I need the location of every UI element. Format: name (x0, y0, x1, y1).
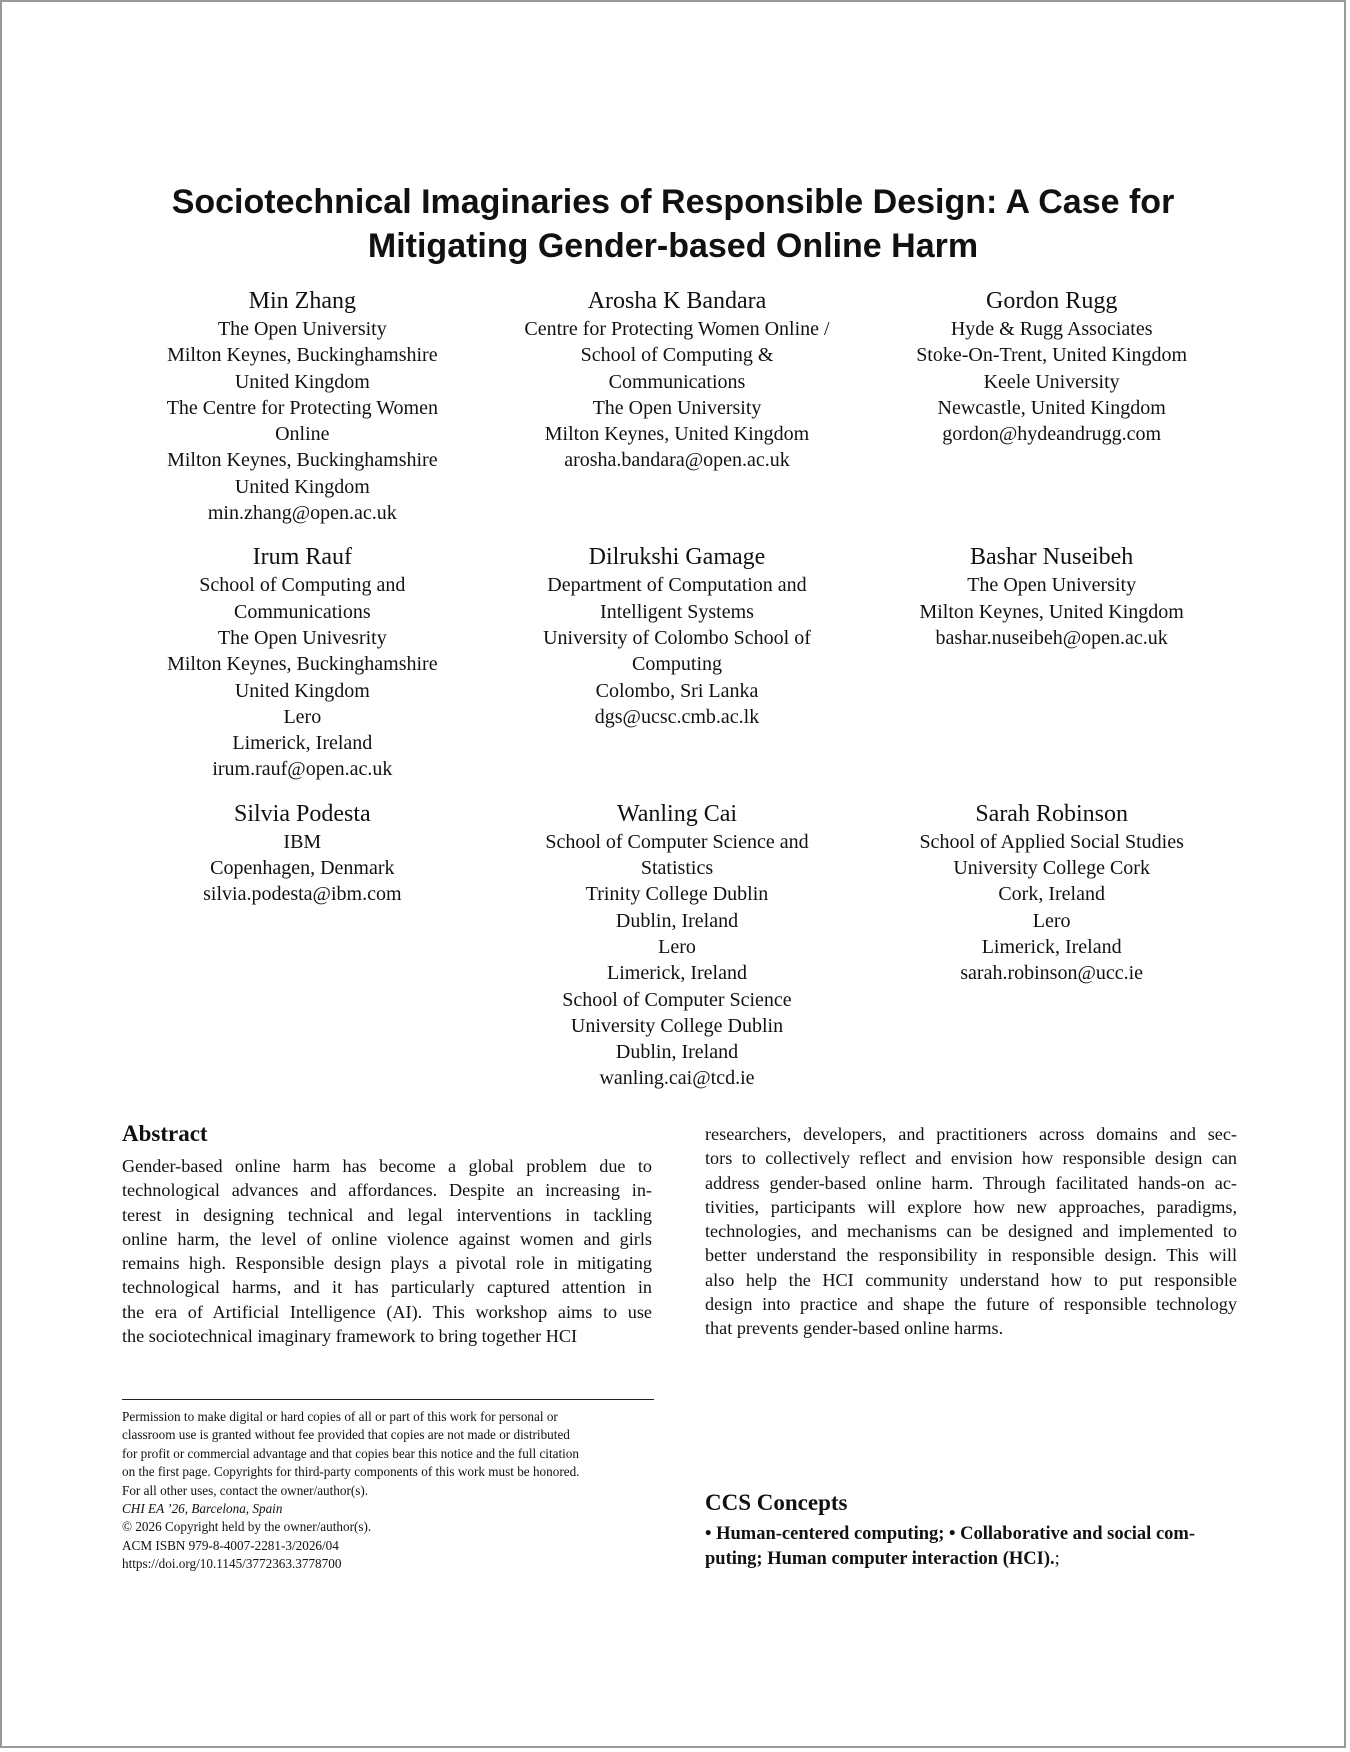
author-grid (122, 286, 1232, 1108)
title-line-2: Mitigating Gender-based Online Harm (367, 227, 979, 265)
author-affiliation-line: Lero (1032, 909, 1071, 932)
author-affiliation-line[interactable]: min.zhang@open.ac.uk (207, 502, 397, 525)
author-name: Bashar Nuseibeh (970, 544, 1134, 571)
abstract-line: also help the HCI community understand how to put responsible (705, 1269, 1237, 1290)
author-block (871, 286, 1232, 526)
author-name: Min Zhang (248, 288, 356, 314)
author-name: Arosha K Bandara (587, 288, 767, 314)
author-affiliation-line: Online (275, 423, 330, 446)
author-name: Sarah Robinson (975, 800, 1128, 827)
author-affiliation-line: Milton Keynes, Buckinghamshire (167, 653, 438, 676)
abstract-line: the era of Artificial Intelligence (AI). This workshop aims to use (122, 1301, 652, 1322)
author-name: Irum Rauf (252, 544, 352, 571)
author-affiliation-line: Department of Computation and (547, 574, 807, 597)
author-affiliation-line[interactable]: irum.rauf@open.ac.uk (212, 758, 393, 781)
author-affiliation-line[interactable]: dgs@ucsc.cmb.ac.lk (594, 705, 760, 728)
author-affiliation-line: University College Cork (953, 857, 1150, 880)
abstract-line: researchers, developers, and practitioners across domains and sec- (705, 1124, 1237, 1144)
permission-footnote (122, 1399, 654, 1574)
author-affiliation-line[interactable]: silvia.podesta@ibm.com (203, 883, 402, 906)
ccs-heading: CCS Concepts (705, 1490, 848, 1515)
ccs-line-2-tail: ; (1054, 1549, 1060, 1569)
author-affiliation-line: The Open Univesrity (217, 626, 387, 649)
author-affiliation-line: The Open University (967, 574, 1137, 597)
author-affiliation-line: University of Colombo School of (543, 626, 811, 649)
author-affiliation-line: United Kingdom (234, 679, 370, 702)
abstract-line: tors to collectively reflect and envision how responsible design can (705, 1148, 1237, 1169)
abstract-line: technological harms, and it has particularly captured attention in (122, 1277, 652, 1298)
abstract-line: online harm, the level of online violence against women and girls (122, 1228, 652, 1249)
abstract-line: technological advances and affordances. Despite an increasing in- (122, 1180, 652, 1201)
abstract-line: design into practice and shape the future of responsible technology (705, 1294, 1237, 1315)
abstract-line: technologies, and mechanisms can be designed and implemented to (705, 1221, 1237, 1242)
author-affiliation-line: Centre for Protecting Women Online / (524, 318, 830, 340)
abstract-line: tivities, participants will explore how new approaches, paradigms, (705, 1196, 1237, 1217)
author-affiliation-line: The Open University (592, 396, 762, 419)
author-name: Wanling Cai (616, 800, 738, 827)
author-affiliation-line: Dublin, Ireland (615, 909, 739, 932)
author-affiliation-line: Communications (233, 600, 371, 623)
permission-line: for profit or commercial advantage and that copies bear this notice and the full citation (122, 1445, 579, 1461)
author-affiliation-line: Milton Keynes, Buckinghamshire (167, 344, 438, 367)
author-affiliation-line: Statistics (640, 857, 714, 880)
author-block (497, 542, 858, 782)
author-affiliation-line: Limerick, Ireland (232, 732, 373, 755)
title-line-1: Sociotechnical Imaginaries of Responsible Design: A Case for (171, 183, 1175, 221)
author-affiliation-line: IBM (283, 830, 322, 853)
isbn: ACM ISBN 979-8-4007-2281-3/2026/04 (122, 1537, 339, 1553)
author-affiliation-line: Colombo, Sri Lanka (595, 679, 759, 702)
author-affiliation-line: Lero (283, 705, 322, 728)
permission-line: For all other uses, contact the owner/author(s). (122, 1482, 369, 1498)
author-affiliation-line[interactable]: wanling.cai@tcd.ie (599, 1067, 755, 1090)
author-affiliation-line: Lero (658, 935, 696, 958)
author-block (122, 286, 483, 526)
abstract-line: terest in designing technical and legal interventions in tackling (122, 1204, 652, 1225)
copyright: © 2026 Copyright held by the owner/author(s). (122, 1519, 372, 1535)
author-affiliation-line: The Open University (217, 318, 387, 340)
author-name: Silvia Podesta (233, 800, 371, 827)
permission-line: on the first page. Copyrights for third-party components of this work must be honored. (122, 1464, 580, 1480)
venue: CHI EA ’26, Barcelona, Spain (122, 1501, 283, 1517)
author-affiliation-line: United Kingdom (234, 475, 370, 498)
author-affiliation-line[interactable]: bashar.nuseibeh@open.ac.uk (935, 626, 1168, 649)
ccs-line-2 (705, 1547, 1237, 1572)
permission-text (122, 1408, 654, 1500)
abstract-column-2 (705, 1122, 1237, 1341)
ccs-line-1: • Human-centered computing; • Collaborative and social com- (705, 1524, 1195, 1544)
author-affiliation-line: School of Applied Social Studies (919, 830, 1184, 853)
author-affiliation-line: Keele University (983, 370, 1120, 393)
author-affiliation-line: Dublin, Ireland (615, 1041, 739, 1064)
permission-line: Permission to make digital or hard copies of all or part of this work for personal or (122, 1409, 558, 1424)
ccs-line-2-bold: puting; Human computer interaction (HCI). (705, 1549, 1055, 1569)
author-block (497, 799, 858, 1092)
author-affiliation-line: Milton Keynes, Buckinghamshire (167, 449, 438, 472)
author-affiliation-line: United Kingdom (234, 370, 370, 393)
author-affiliation-line: Limerick, Ireland (607, 962, 747, 985)
abstract-line: remains high. Responsible design plays a pivotal role in mitigating (122, 1253, 652, 1274)
author-block (871, 799, 1232, 1092)
author-affiliation-line: Copenhagen, Denmark (210, 857, 395, 880)
abstract-line: better understand the responsibility in responsible design. This will (705, 1245, 1237, 1266)
permission-line: classroom use is granted without fee provided that copies are not made or distributed (122, 1427, 570, 1443)
author-block (122, 799, 483, 1092)
author-affiliation-line: Communications (608, 370, 746, 393)
abstract-line: Gender-based online harm has become a global problem due to (122, 1156, 652, 1176)
author-affiliation-line: School of Computer Science and (545, 830, 809, 853)
author-affiliation-line: Milton Keynes, United Kingdom (919, 600, 1184, 623)
author-affiliation-line: Intelligent Systems (600, 600, 754, 623)
author-affiliation-line[interactable]: gordon@hydeandrugg.com (942, 423, 1162, 446)
author-affiliation-line: Newcastle, United Kingdom (937, 396, 1166, 419)
author-affiliation-line: Hyde & Rugg Associates (950, 318, 1153, 340)
author-affiliation-line: Computing (631, 653, 722, 676)
author-affiliation-line: School of Computing and (199, 574, 406, 597)
author-affiliation-line: The Centre for Protecting Women (166, 396, 438, 419)
author-affiliation-line: School of Computing & (580, 344, 774, 367)
author-affiliation-line[interactable]: arosha.bandara@open.ac.uk (564, 449, 790, 472)
ccs-concepts (705, 1522, 1237, 1572)
author-affiliation-line: School of Computer Science (562, 988, 792, 1011)
author-block (871, 542, 1232, 782)
author-affiliation-line: Milton Keynes, United Kingdom (544, 423, 810, 446)
author-block (497, 286, 858, 526)
abstract-line: that prevents gender-based online harms. (705, 1318, 1004, 1339)
author-name: Gordon Rugg (985, 288, 1118, 314)
abstract-column-1 (122, 1154, 652, 1348)
author-affiliation-line: Stoke-On-Trent, United Kingdom (916, 344, 1188, 367)
doi-link[interactable]: https://doi.org/10.1145/3772363.3778700 (122, 1556, 342, 1572)
author-affiliation-line: Trinity College Dublin (585, 883, 769, 906)
author-affiliation-line: Cork, Ireland (998, 883, 1105, 906)
author-affiliation-line: Limerick, Ireland (981, 935, 1122, 958)
abstract-line: address gender-based online harm. Through facilitated hands-on ac- (705, 1172, 1237, 1193)
author-block (122, 542, 483, 782)
abstract-line: the sociotechnical imaginary framework to bring together HCI (122, 1326, 578, 1347)
author-affiliation-line[interactable]: sarah.robinson@ucc.ie (960, 962, 1144, 985)
paper-title (2, 180, 1344, 268)
abstract-heading: Abstract (122, 1121, 208, 1146)
author-name: Dilrukshi Gamage (588, 544, 766, 571)
author-affiliation-line: University College Dublin (570, 1014, 784, 1037)
